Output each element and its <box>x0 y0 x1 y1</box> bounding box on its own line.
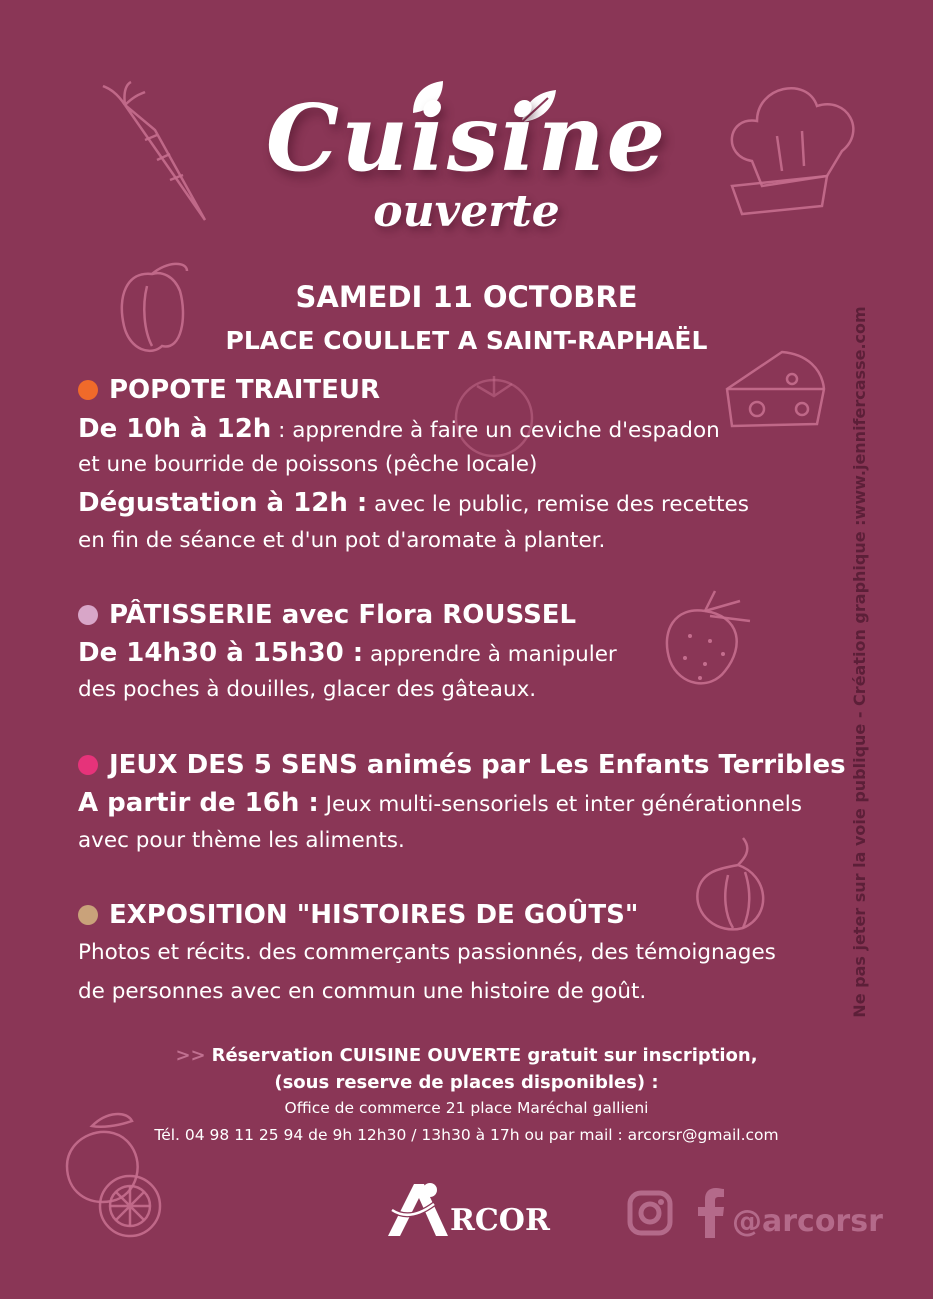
section-title-popote: POPOTE TRAITEUR <box>78 375 380 405</box>
arrows-icon: >> <box>175 1045 206 1066</box>
bullet-dot <box>78 380 98 400</box>
section-line: en fin de séance et d'un pot d'aromate à planter. <box>78 528 606 553</box>
facebook-icon[interactable] <box>697 1188 725 1238</box>
event-title: Cuisine <box>265 84 668 192</box>
section-line: de personnes avec en commun une histoire de goût. <box>78 979 647 1004</box>
section-line: De 14h30 à 15h30 : apprendre à manipuler <box>78 638 617 668</box>
event-place: PLACE COULLET A SAINT-RAPHAËL <box>225 326 708 355</box>
section-title-jeux: JEUX DES 5 SENS animés par Les Enfants Terribles <box>78 750 846 780</box>
event-subtitle: ouverte <box>373 186 560 237</box>
reservation-note: (sous reserve de places disponibles) : <box>274 1072 659 1093</box>
section-line: De 10h à 12h : apprendre à faire un ceviche d'espadon <box>78 414 720 444</box>
social-handle[interactable]: @arcorsr <box>732 1204 883 1239</box>
reservation-contact: Tél. 04 98 11 25 94 de 9h 12h30 / 13h30 à 17h ou par mail : arcorsr@gmail.com <box>154 1126 779 1144</box>
arcor-logo-text: RCOR <box>450 1203 550 1238</box>
section-title-exposition: EXPOSITION "HISTOIRES DE GOÛTS" <box>78 900 638 930</box>
cheese-icon <box>722 344 832 439</box>
reservation-line: >> Réservation CUISINE OUVERTE gratuit sur inscription, <box>175 1045 758 1066</box>
section-line: des poches à douilles, glacer des gâteaux. <box>78 677 537 702</box>
section-line: avec pour thème les aliments. <box>78 828 405 853</box>
section-line: Photos et récits. des commerçants passionnés, des témoignages <box>78 940 776 965</box>
arcor-logo-icon <box>384 1180 452 1238</box>
instagram-icon[interactable] <box>627 1190 673 1236</box>
bullet-dot <box>78 905 98 925</box>
vertical-credit: Ne pas jeter sur la voie publique - Création graphique :www.jennifercasse.com <box>850 306 869 1018</box>
bullet-dot <box>78 605 98 625</box>
bullet-dot <box>78 755 98 775</box>
section-line: Dégustation à 12h : avec le public, remise des recettes <box>78 488 749 518</box>
section-title-patisserie: PÂTISSERIE avec Flora ROUSSEL <box>78 600 576 630</box>
section-line: A partir de 16h : Jeux multi-sensoriels et inter générationnels <box>78 788 802 818</box>
event-date: SAMEDI 11 OCTOBRE <box>295 280 638 314</box>
section-line: et une bourride de poissons (pêche locale) <box>78 452 538 477</box>
strawberry-icon <box>655 586 760 696</box>
reservation-address: Office de commerce 21 place Maréchal gallieni <box>284 1099 649 1117</box>
garlic-icon <box>683 830 778 935</box>
